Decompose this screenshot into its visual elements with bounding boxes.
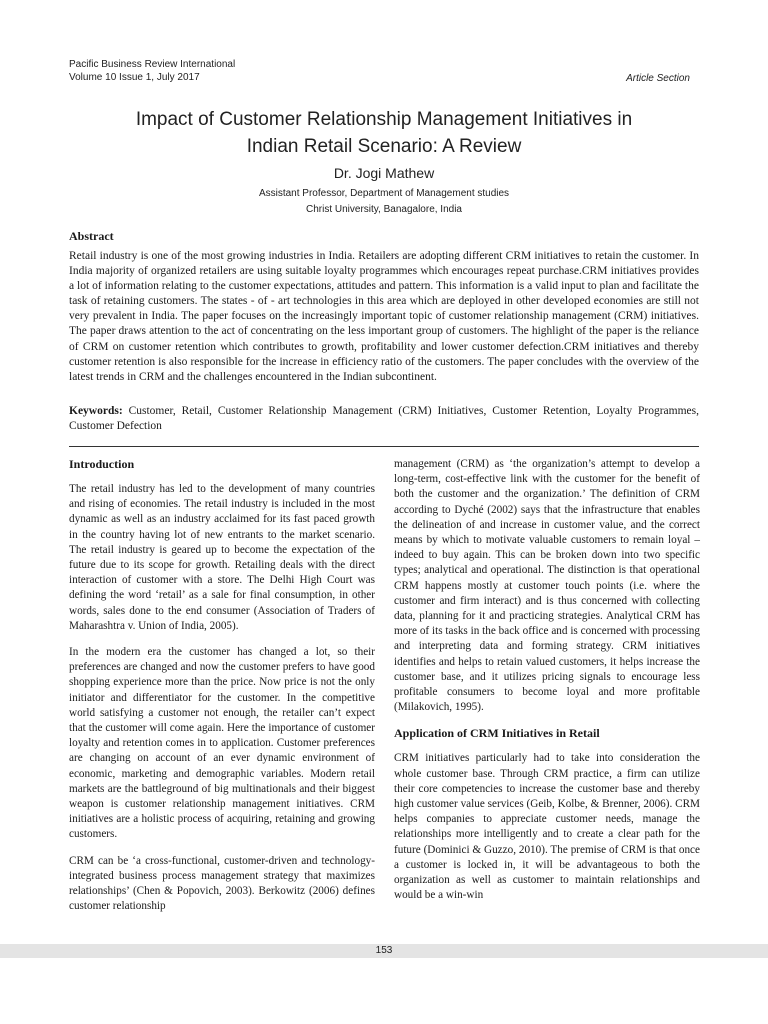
paper-title <box>90 106 678 160</box>
application-heading: Application of CRM Initiatives in Retail <box>394 726 600 741</box>
journal-name: Pacific Business Review International <box>69 59 236 70</box>
crm-definition-paragraph: management (CRM) as ‘the organization’s attempt to develop a long-term, cost-effective link with the customer for the benefit of both the customer and the organization.’ The definition of CRM according to Dyché (2002) says that the infrastructure that enables the delineation of and increase in customer value, and the correct means by which to motivate valuable customers to remain loyal – indeed to buy again. This can be broken down into two specific types; analytical and operational. The distinction is that operational CRM happens mostly at customer touch points (i.e. where the customer and firm interact) and is thus concerned with collecting data, planning for it and practicing strategies. Analytical CRM has more of its tasks in the back office and is concerned with processing and interpreting data and forming strategy. CRM initiatives identifies and helps to retain valued customers, it helps increase the customer base, and it utilizes pricing signals to encourage less profitable consumers to become loyal and more profitable (Milakovich, 1995). <box>394 458 700 714</box>
body-column-left <box>69 457 375 925</box>
intro-paragraph-2: In the modern era the customer has changed a lot, so their preferences are changed and now the customer prefers to have good shopping experience more than the price. Now price is not the only initiator and differentiator for the customer. In the competitive world satisfying a customer not enough, the retailer can’t expect that the customer will come again. Here the importance of customer loyalty and retention comes in to application. Customer preferences are changing on account of an ever dynamic environment of economic, marketing and demographic variables. Modern retail markets are the battleground of big multinationals and their biggest weapon is customer relationship management initiatives. CRM initiatives are a holistic process of acquiring, retaining and growing customers. <box>69 646 375 841</box>
application-paragraph-1: CRM initiatives particularly had to take into consideration the whole customer base. Through CRM practice, a firm can utilize their core competencies to increase the customer base and thereby high customer value services (Geib, Kolbe, & Brenner, 2006). CRM helps companies to appreciate customer needs, manage the relationships more intelligently and to create a clear path for the future (Dominici & Guzzo, 2010). The premise of CRM is that once a customer is locked in, it will be advantageous to both the organization as well as customer to maintain relationships and would be a win-win <box>394 752 700 902</box>
paper-title-line-1: Impact of Customer Relationship Management Initiatives in <box>135 109 633 130</box>
section-divider <box>69 446 699 447</box>
introduction-heading: Introduction <box>69 457 135 471</box>
intro-paragraph-1: The retail industry has led to the development of many countries and rising of economies. The retail industry is included in the most dynamic as well as an industry acclaimed for its fast paced growth in the country having lot of new entrants to the market scenario. The retail industry is geared up to become the expectation of the future due to its scope for growth. Retailing deals with the direct interaction of customer with a store. The Delhi High Court was defining the word ‘retail’ as a sale for final consumption, in other words, sales done to the end consumer (Association of Traders of Maharashtra v. Union of India, 2005). <box>69 483 375 632</box>
keywords-text: Customer, Retail, Customer Relationship Management (CRM) Initiatives, Customer Retention, Loyalty Programmes, Customer Defection <box>69 405 699 433</box>
body-column-right <box>394 457 700 914</box>
abstract-text: Retail industry is one of the most growing industries in India. Retailers are adopting different CRM initiatives to retain the customer. In India majority of organized retailers are using suitable loyalty programmes which encourages repeat purchase.CRM initiatives provides a lot of information relating to the customer expectations, attitudes and pattern. This information is a valid input to plan and facilitate the task of retaining customers. The states - of - art technologies in this area which are deployed in other developed economies are still not very prevalent in India. The paper focuses on the increasingly important topic of customer relationship management (CRM) initiatives. The paper draws attention to the act of concentrating on the less important group of customers. The highlight of the paper is the reliance of CRM on customer retention which contributes to growth, profitability and lower customer defection.CRM initiatives and thereby customer retention is also responsible for the increase in efficiency ratio of the customers. The paper concludes with the overview of the latest trends in CRM and the challenges encountered in the Indian subcontinent. <box>69 250 699 383</box>
author-affiliation <box>0 186 768 218</box>
keywords <box>69 404 699 434</box>
affiliation-line-1: Assistant Professor, Department of Management studies <box>258 188 510 199</box>
abstract-heading: Abstract <box>69 229 114 243</box>
article-section-label: Article Section <box>626 73 690 84</box>
keywords-label: Keywords: <box>69 405 123 417</box>
page-number: 153 <box>375 945 393 956</box>
intro-paragraph-3: CRM can be ‘a cross-functional, customer-driven and technology-integrated business process management strategy that maximizes relationships’ (Chen & Popovich, 2003). Berkowitz (2006) defines customer relationship <box>69 854 375 913</box>
volume-issue: Volume 10 Issue 1, July 2017 <box>69 72 200 83</box>
journal-header <box>69 58 235 84</box>
paper-title-line-2: Indian Retail Scenario: A Review <box>246 136 522 157</box>
author-name: Dr. Jogi Mathew <box>333 165 435 181</box>
affiliation-line-2: Christ University, Banagalore, India <box>306 204 462 215</box>
